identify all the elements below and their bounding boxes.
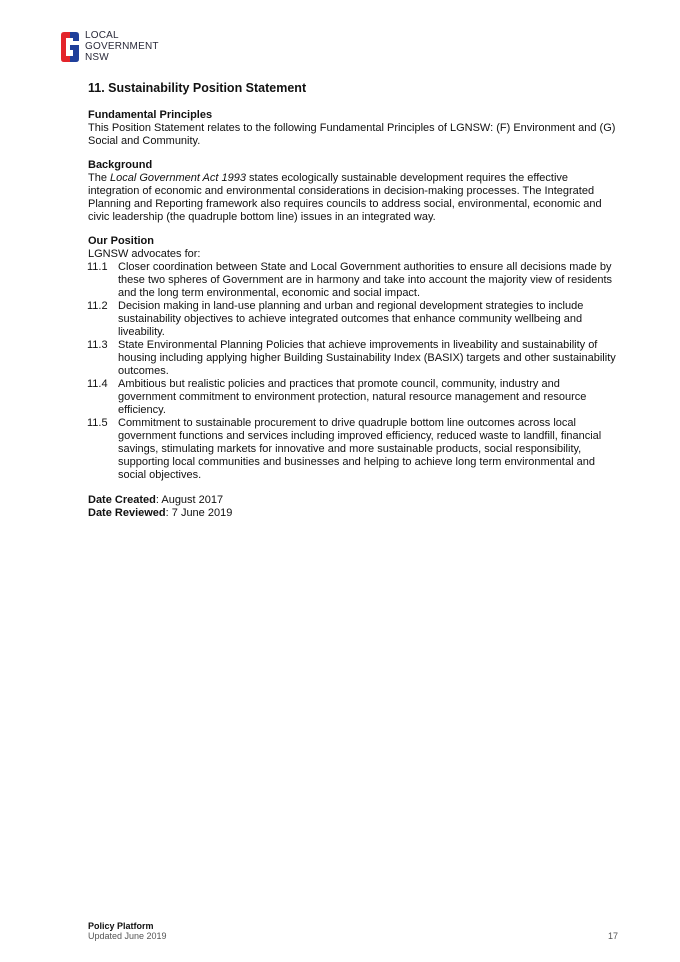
- page-content: [88, 81, 618, 520]
- page-title: 11. Sustainability Position Statement: [88, 81, 307, 95]
- background-text-pre: The: [88, 172, 111, 184]
- our-position-heading: Our Position: [88, 235, 154, 247]
- background-section: [88, 159, 618, 224]
- list-item-text: Closer coordination between State and Local Government authorities to ensure all decisions made by these two spheres of Government are in harmony and take into account the majority view of residents and the long term environmental, economic and social impact.: [118, 261, 613, 299]
- background-act-title: Local Government Act 1993: [110, 172, 246, 184]
- date-reviewed-label: Date Reviewed: [88, 507, 166, 519]
- list-item-number: 11.1: [87, 261, 108, 273]
- dates-section: [88, 494, 618, 520]
- our-position-intro: LGNSW advocates for:: [88, 248, 201, 260]
- position-list: [87, 261, 617, 482]
- footer-title: Policy Platform: [88, 921, 154, 931]
- list-item: [87, 339, 617, 378]
- list-item-text: Decision making in land-use planning and urban and regional development strategies to include sustainability objectives to achieve integrated outcomes that enhance community wellbeing and liveability.: [118, 300, 584, 338]
- date-reviewed-value: : 7 June 2019: [165, 507, 233, 519]
- lgnsw-logo: [60, 30, 180, 66]
- list-item-text: State Environmental Planning Policies that achieve improvements in liveability and sustainability of housing including applying higher Building Sustainability Index (BASIX) targets and other sustainability outcomes.: [118, 339, 616, 377]
- list-item-text: Commitment to sustainable procurement to drive quadruple bottom line outcomes across local government functions and services including improved efficiency, reduced waste to landfill, financial savings, stimulating markets for innovative and more sustainable products, social responsibility, supporting local communities and businesses and helping to achieve long term environmental and social objectives.: [118, 417, 602, 481]
- date-created: [88, 494, 618, 507]
- footer-updated: Updated June 2019: [88, 931, 167, 941]
- list-item: [87, 261, 617, 300]
- our-position-section: [88, 235, 618, 482]
- list-item-number: 11.3: [87, 339, 108, 351]
- page-footer: [88, 921, 618, 941]
- logo-line-local: LOCAL: [85, 30, 119, 41]
- list-item-text: Ambitious but realistic policies and practices that promote council, community, industry and government commitment to environment protection, natural resource management and resource efficiency.: [118, 378, 587, 416]
- page-number: 17: [607, 931, 618, 941]
- logo-line-nsw: NSW: [85, 52, 109, 63]
- list-item: [87, 417, 617, 482]
- background-text: [88, 172, 618, 224]
- fundamental-principles-heading: Fundamental Principles: [88, 109, 213, 121]
- background-text-post: states ecologically sustainable development requires the effective integration of economic and environmental considerations in decision-making processes. The Integrated Planning and Reporting framework also requires councils to address social, environmental, economic and civic leadership (the quadruple bottom line) issues in an integrated way.: [88, 172, 602, 223]
- list-item-number: 11.5: [87, 417, 108, 429]
- date-created-value: : August 2017: [155, 494, 224, 506]
- date-reviewed: [88, 507, 618, 520]
- logo-line-government: GOVERNMENT: [85, 41, 159, 52]
- list-item: [87, 378, 617, 417]
- fundamental-principles-section: [88, 109, 618, 148]
- date-created-label: Date Created: [88, 494, 156, 506]
- fundamental-principles-text: This Position Statement relates to the following Fundamental Principles of LGNSW: (F) Environment and (G) Social and Community.: [88, 122, 616, 147]
- lgnsw-g-icon: [60, 31, 80, 63]
- list-item-number: 11.4: [87, 378, 108, 390]
- background-heading: Background: [88, 159, 153, 171]
- list-item: [87, 300, 617, 339]
- list-item-number: 11.2: [87, 300, 108, 312]
